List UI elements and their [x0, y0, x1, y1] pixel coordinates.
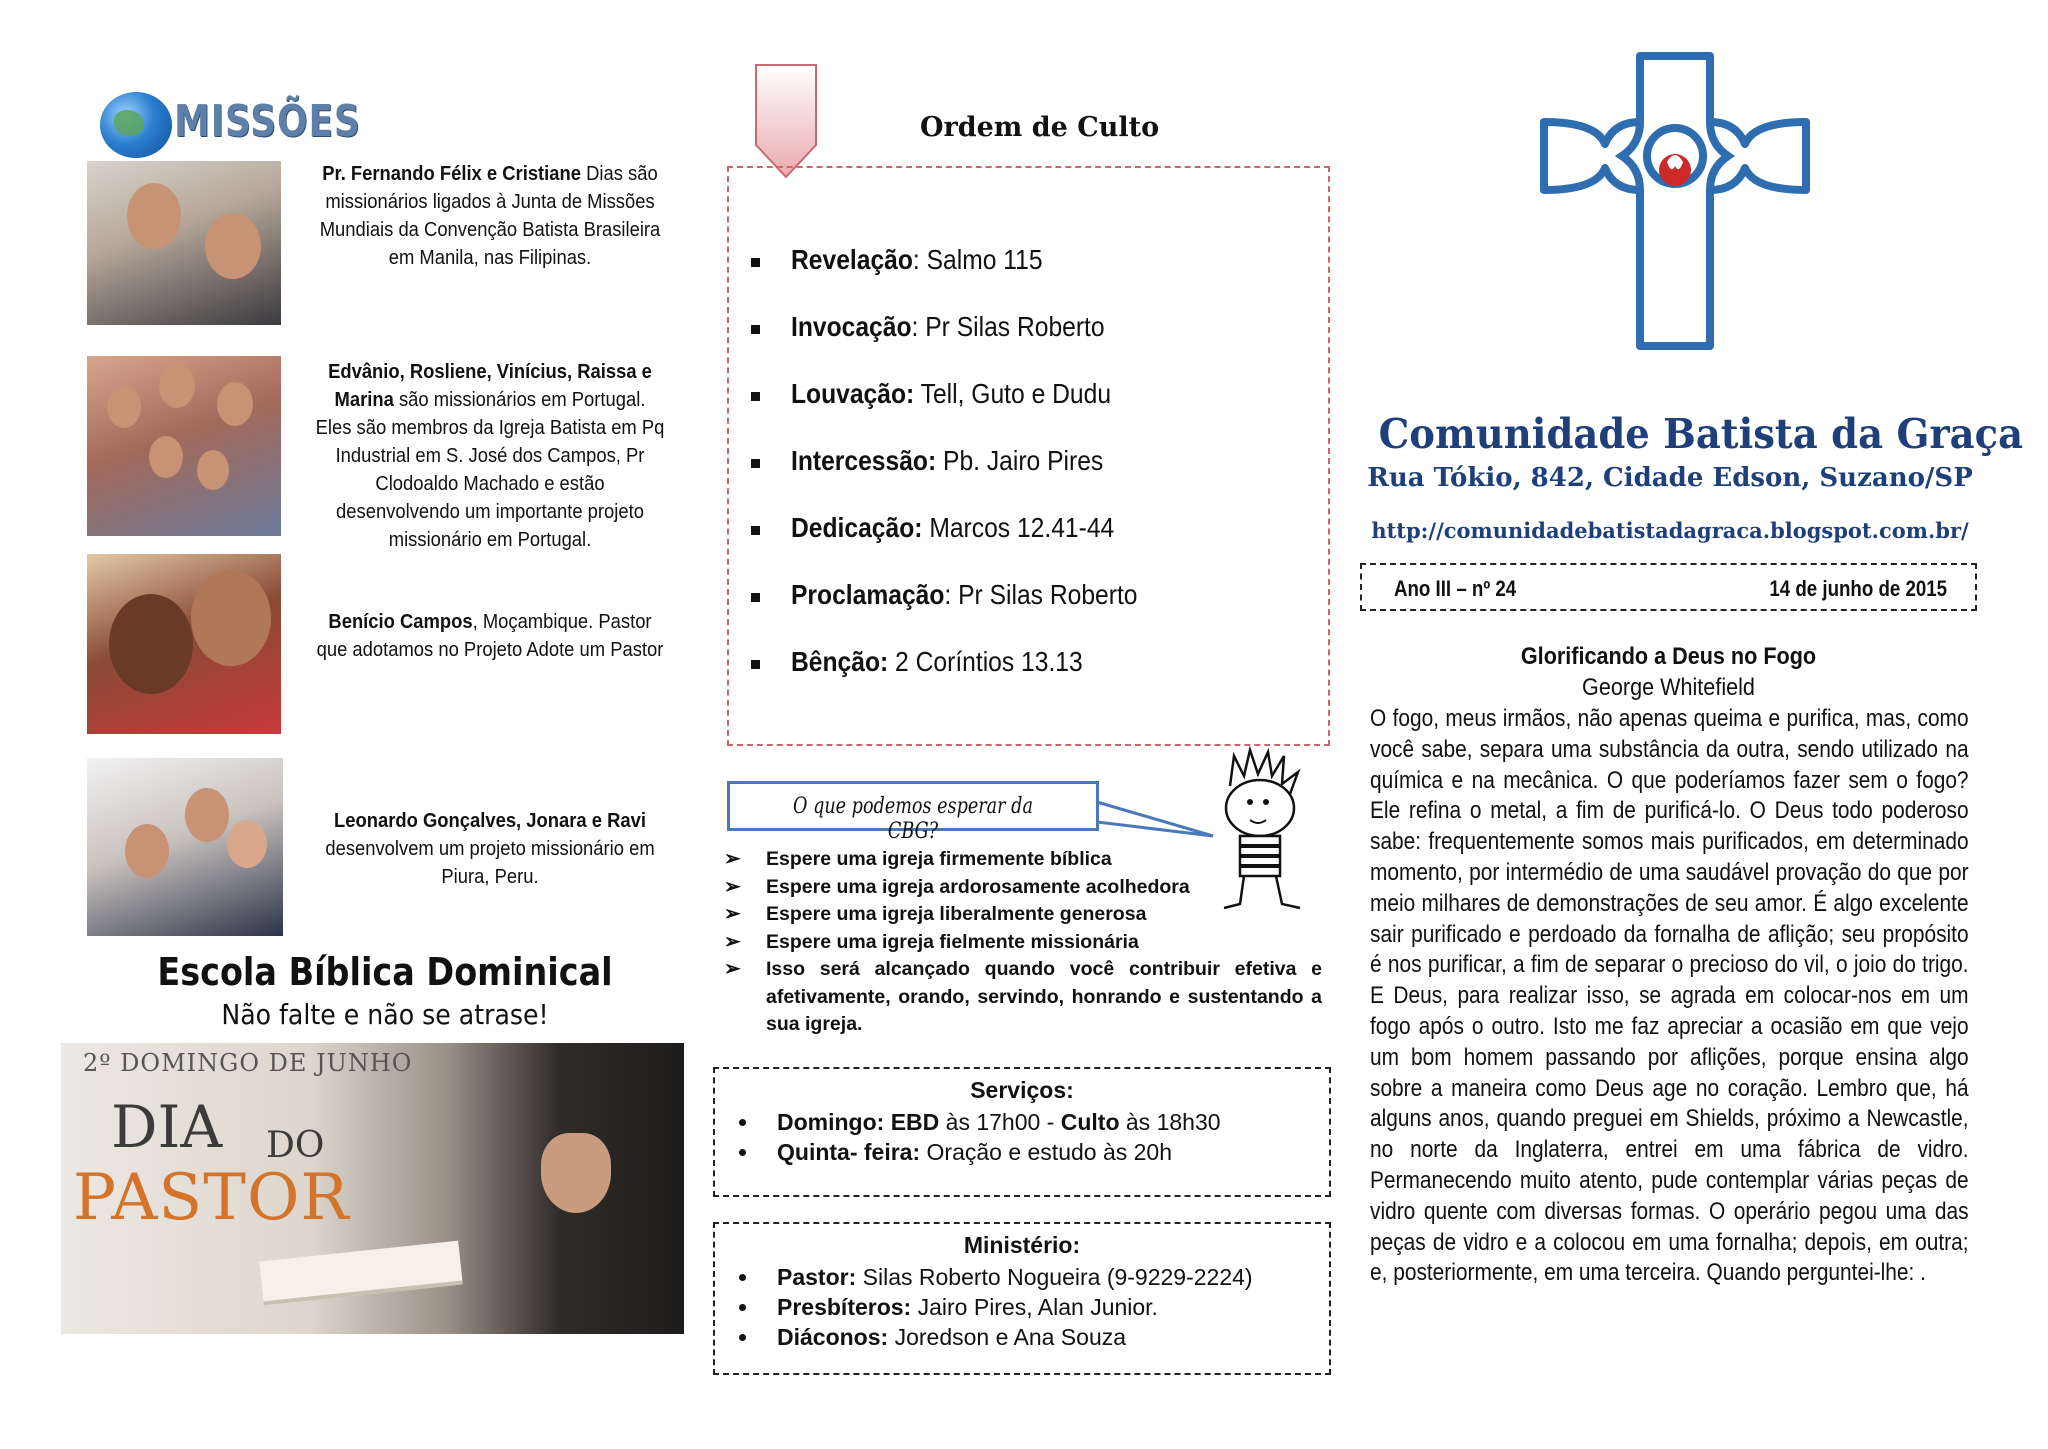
bullet-square-icon [751, 526, 760, 535]
banner-pastor: PASTOR [73, 1161, 350, 1235]
missionary-entry-3 [315, 608, 665, 664]
ordem-label: Dedicação: [791, 512, 923, 543]
ordem-item: Revelação: Salmo 115 [729, 244, 1328, 311]
missionary-text-2: são missionários em Portugal. Eles são membros da Igreja Batista em Pq Industrial em S. José dos Campos, Pr Clodoaldo Machado e estão desenvolvendo um importante projeto missionário em Portugal. [315, 389, 665, 551]
banner-date-line: 2º DOMINGO DE JUNHO [83, 1049, 413, 1077]
missionary-names-1: Pr. Fernando Félix e Cristiane [322, 163, 581, 185]
ordem-label: Proclamação [791, 579, 945, 610]
ordem-value: Tell, Guto e Dudu [920, 378, 1112, 409]
ministerio-box [713, 1222, 1331, 1375]
ministerio-list [715, 1262, 1253, 1352]
banner-do: DO [266, 1125, 325, 1166]
ordem-value: Marcos 12.41-44 [929, 512, 1115, 543]
cbg-bubble-text: O que podemos esperar da CBG? [793, 794, 1033, 844]
dia-do-pastor-banner [61, 1043, 684, 1334]
missionary-text-3: , Moçambique. Pastor que adotamos no Projeto Adote um Pastor [316, 611, 664, 661]
ordem-value: Pr Silas Roberto [925, 311, 1105, 342]
servicos-item: Domingo: EBD às 17h00 - Culto às 18h30 [715, 1107, 1221, 1137]
banner-dia: DIA [111, 1093, 223, 1161]
ordem-value: 2 Coríntios 13.13 [895, 646, 1083, 677]
ordem-label: Intercessão: [791, 445, 937, 476]
ministerio-title: Ministério: [963, 1232, 1081, 1258]
ebd-subtitle: Não falte e não se atrase! [221, 998, 549, 1031]
ordem-title: Ordem de Culto [920, 112, 1160, 143]
arrow-bullet-icon: ➢ [724, 958, 741, 980]
ordem-list [729, 244, 1328, 713]
article-body: O fogo, meus irmãos, não apenas queima e purifica, mas, como você sabe, separa uma substância da outra, sendo utilizado na química e na mecânica. O que poderíamos fazer sem o fogo? Ele refina o metal, a fim de purificá-lo. O Deus todo poderoso sabe: frequentemente somos mais purificados, em determinado momento, por intermédio de uma saudável provação do que por meio milhares de demonstrações de seu amor. É algo excelente sair purificado e perdoado da fornalha de aflição; seu propósito é nos purificar, a fim de separar o precioso do vil, o joio do trigo. E Deus, para realizar isso, se agrada em colocar-nos em um fogo após o outro. Isto me faz apreciar a ocasião em que vejo um bom homem passando por aflições, porque ensina algo sobre a maneira como Deus age no coração. Lembro que, há alguns anos, quando preguei em Shields, próximo a Newcastle, no norte da Inglaterra, entrei em uma fábrica de vidro. Permanecendo muito atento, pude contemplar várias peças de vidro quente com diversas formas. O operário pegou uma das peças de vidro e a colocou em uma fornalha; depois, em outra; e, posteriormente, em uma terceira. Quando perguntei-lhe: . [1370, 705, 1969, 1287]
article-author: George Whitefield [1582, 674, 1755, 701]
ordem-value: Salmo 115 [926, 244, 1043, 275]
bullet-square-icon [751, 392, 760, 401]
ministerio-item: Pastor: Silas Roberto Nogueira (9-9229-2224) [715, 1262, 1253, 1292]
church-address: Rua Tókio, 842, Cidade Edson, Suzano/SP [1367, 463, 1973, 493]
bullet-square-icon [751, 593, 760, 602]
servicos-item: Quinta- feira: Oração e estudo às 20h [715, 1137, 1221, 1167]
edition-date: 14 de junho de 2015 [1769, 576, 1947, 601]
bullet-dot-icon [739, 1119, 746, 1126]
missionary-photo-4 [87, 758, 283, 936]
missionary-text-4: desenvolvem um projeto missionário em Piura, Peru. [325, 838, 655, 888]
servicos-list [715, 1107, 1221, 1167]
bullet-dot-icon [739, 1274, 746, 1281]
ordem-item: Invocação: Pr Silas Roberto [729, 311, 1328, 378]
cbg-item: ➢ Espere uma igreja firmemente bíblica [722, 846, 1322, 874]
missionary-names-2: Edvânio, Rosliene, Vinícius, Raissa e Marina [328, 361, 652, 411]
cbg-item: ➢ Espere uma igreja liberalmente generosa [722, 901, 1322, 929]
cbg-item: ➢ Espere uma igreja fielmente missionária [722, 929, 1322, 957]
celtic-cross-logo-icon [1540, 52, 1810, 350]
missionary-photo-2 [87, 356, 281, 536]
ordem-item [729, 512, 1328, 579]
globe-icon [100, 92, 172, 158]
missionary-names-4: Leonardo Gonçalves, Jonara e Ravi [334, 810, 646, 832]
bullet-dot-icon [739, 1304, 746, 1311]
bullet-dot-icon [739, 1334, 746, 1341]
ministerio-item: Presbíteros: Jairo Pires, Alan Junior. [715, 1292, 1253, 1322]
arrow-bullet-icon: ➢ [724, 848, 741, 870]
missionary-photo-1 [87, 161, 281, 325]
missionary-entry-1 [315, 160, 665, 272]
ebd-title: Escola Bíblica Dominical [157, 950, 613, 994]
bullet-square-icon [751, 325, 760, 334]
bible-image [259, 1241, 463, 1306]
missionary-photo-3 [87, 554, 281, 734]
ordem-item: Proclamação: Pr Silas Roberto [729, 579, 1328, 646]
cbg-expectations-list [722, 846, 1322, 1039]
bullet-dot-icon [739, 1149, 746, 1156]
missoes-logo-text: MISSÕES [174, 96, 361, 147]
ministerio-item: Diáconos: Joredson e Ana Souza [715, 1322, 1253, 1352]
missoes-logo [100, 88, 361, 158]
ordem-item [729, 445, 1328, 512]
cbg-item: ➢ Isso será alcançado quando você contribuir efetiva e afetivamente, orando, servindo, honrando e sustentando a sua igreja. [724, 958, 1322, 1035]
cbg-item: ➢ Espere uma igreja ardorosamente acolhedora [722, 874, 1322, 902]
arrow-bullet-icon: ➢ [724, 903, 741, 925]
servicos-box [713, 1067, 1331, 1197]
ordem-item [729, 378, 1328, 445]
hand-image [541, 1133, 611, 1213]
ordem-label: Bênção: [791, 646, 889, 677]
arrow-bullet-icon: ➢ [724, 930, 741, 953]
bullet-square-icon [751, 258, 760, 267]
bookmark-icon [754, 63, 818, 179]
missionary-names-3: Benício Campos [328, 611, 473, 633]
ordem-value: Pr Silas Roberto [958, 579, 1138, 610]
ordem-value: Pb. Jairo Pires [943, 445, 1104, 476]
arrow-bullet-icon: ➢ [724, 875, 741, 898]
ordem-de-culto-box [727, 166, 1330, 746]
church-name: Comunidade Batista da Graça [1378, 410, 2024, 458]
bullet-square-icon [751, 459, 760, 468]
edition-box [1360, 563, 1977, 611]
ordem-label: Revelação [791, 244, 913, 275]
edition-number: Ano III – nº 24 [1394, 576, 1517, 601]
bullet-square-icon [751, 660, 760, 669]
cbg-speech-bubble [727, 781, 1099, 844]
missionary-text-1: Dias são missionários ligados à Junta de Missões Mundiais da Convenção Batista Brasileira em Manila, nas Filipinas. [319, 163, 661, 269]
missionary-entry-4 [315, 807, 665, 891]
missionary-entry-2 [315, 358, 665, 554]
church-url-link[interactable]: http://comunidadebatistadagraca.blogspot.com.br/ [1371, 518, 1969, 543]
servicos-title: Serviços: [970, 1077, 1074, 1103]
article-title: Glorificando a Deus no Fogo [1520, 643, 1817, 670]
ordem-label: Invocação [791, 311, 912, 342]
ordem-label: Louvação: [791, 378, 915, 409]
ordem-item [729, 646, 1328, 713]
bubble-tail-icon [1097, 800, 1217, 840]
